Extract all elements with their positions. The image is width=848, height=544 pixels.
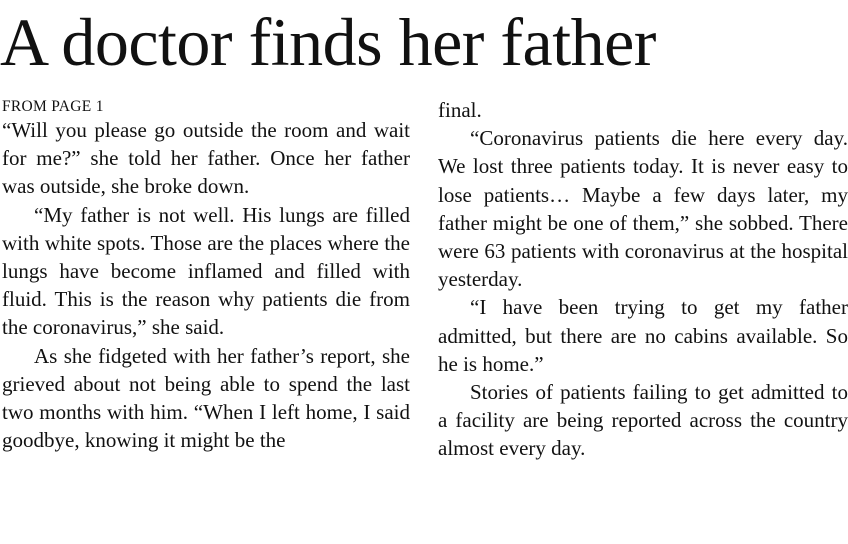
- paragraph-4: “Coronavirus patients die here every day. We lost three patients today. It is never easy to lose patients… Maybe a few days later, my father might be one of them,” she sobbed. There were 63 patients with coronavirus at the hospital yesterday.: [438, 126, 848, 292]
- headline: A doctor finds her father: [0, 4, 656, 80]
- continuation-kicker: FROM PAGE 1: [2, 98, 104, 115]
- paragraph-1: “Will you please go outside the room and wait for me?” she told her father. Once her father was outside, she broke down.: [2, 118, 410, 199]
- paragraph-3: As she fidgeted with her father’s report, she grieved about not being able to spend the last two months with him. “When I left home, I said goodbye, knowing it might be the: [2, 343, 410, 453]
- paragraph-continuation: final.: [438, 98, 482, 122]
- article-column-left: [2, 96, 410, 454]
- paragraph-6: Stories of patients failing to get admitted to a facility are being reported across the country almost every day.: [438, 380, 848, 461]
- article-column-right: [438, 96, 848, 463]
- paragraph-2: “My father is not well. His lungs are filled with white spots. Those are the places where the lungs have become inflamed and filled with fluid. This is the reason why patients die from the coronavirus,” she said.: [2, 202, 410, 340]
- paragraph-5: “I have been trying to get my father admitted, but there are no cabins available. So he is home.”: [438, 295, 848, 376]
